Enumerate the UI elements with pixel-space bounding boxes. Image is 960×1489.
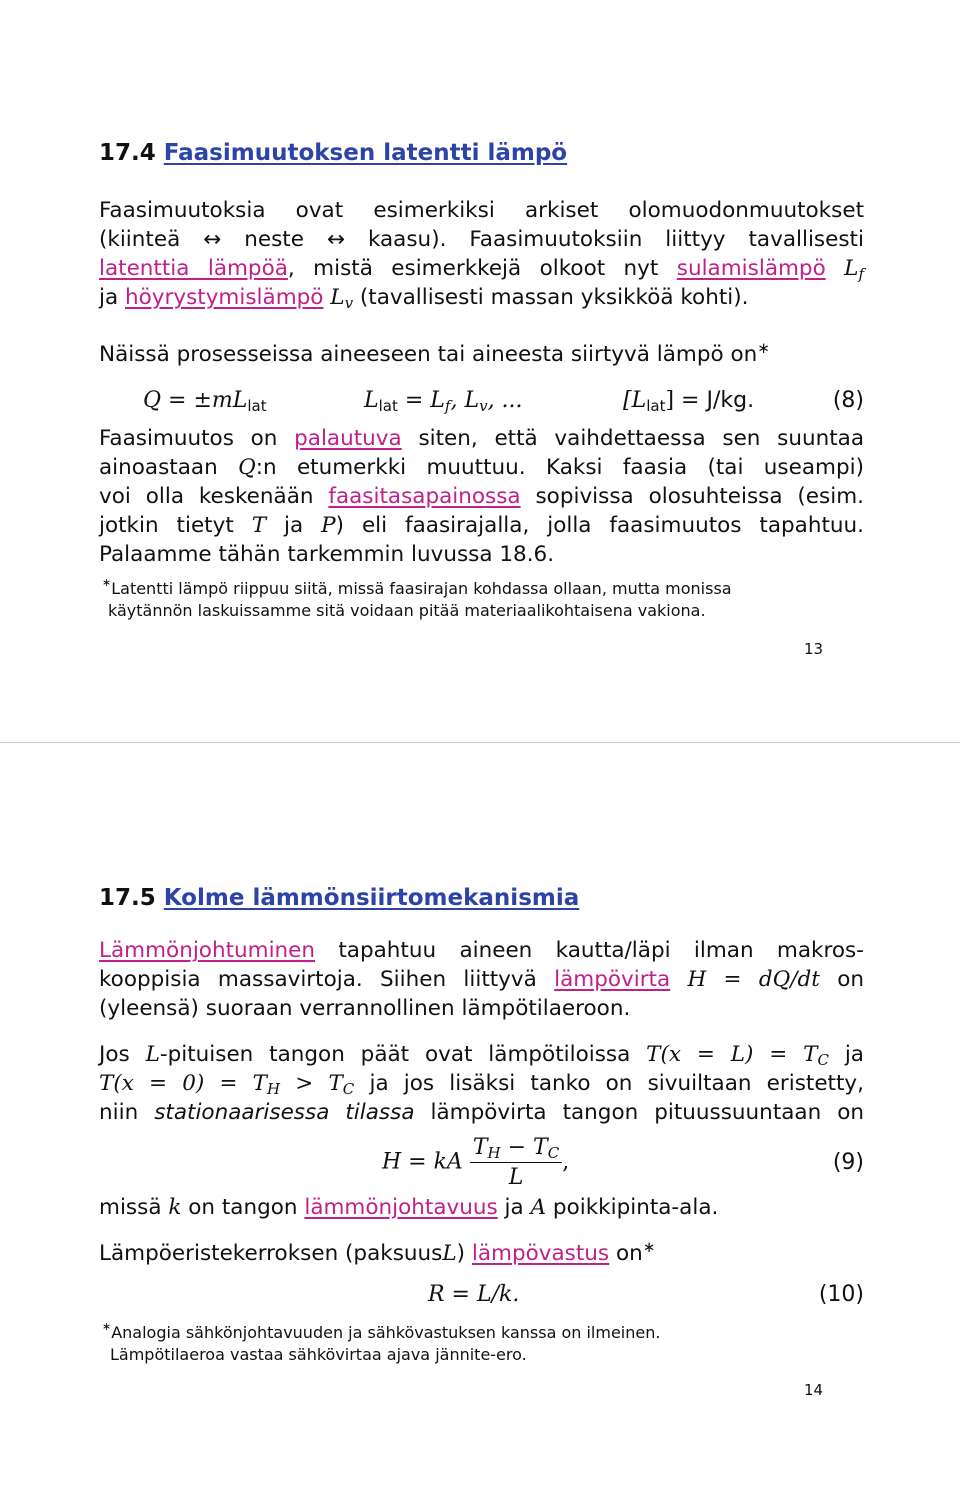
subscript-lat: lat xyxy=(378,397,398,415)
para3-line-4 xyxy=(99,511,864,540)
subscript-f: f xyxy=(444,397,451,415)
footnote-line-1 xyxy=(102,1322,872,1344)
footnote-marker: ∗ xyxy=(642,1238,656,1256)
footnote-line-2: Lämpötilaeroa vastaa sähkövirtaa ajava jännite-ero. xyxy=(110,1345,527,1364)
text: ] = xyxy=(665,388,707,413)
text: H = kA xyxy=(382,1149,463,1175)
heading-title: Kolme lämmönsiirtomekanismia xyxy=(163,885,580,911)
equation-number-8: (8) xyxy=(832,388,864,413)
heading-number: 17.5 xyxy=(99,885,156,911)
slide-separator xyxy=(0,742,960,743)
footnote-line-2: käytännön laskuissamme sitä voidaan pitää materiaalikohtaisena vakiona. xyxy=(108,601,706,620)
text: lämpövirta tangon pituussuuntaan on xyxy=(430,1100,865,1125)
term-phase-equilibrium[interactable]: faasitasapainossa xyxy=(328,484,521,509)
heading-title: Faasimuutoksen latentti lämpö xyxy=(163,140,568,166)
p1-line-2 xyxy=(99,965,864,994)
formula-heat-current: H = dQ/dt xyxy=(687,967,820,992)
text: on xyxy=(615,1241,643,1266)
p3-line-1 xyxy=(99,1193,864,1222)
footnote-13 xyxy=(102,578,872,622)
text: Faasimuutos on xyxy=(99,426,278,451)
eq10-formula: R = L/k. xyxy=(428,1282,520,1307)
para2-line xyxy=(99,340,864,369)
subscript-C: C xyxy=(342,1080,355,1098)
p2-line-3 xyxy=(99,1098,864,1127)
para3-line-2 xyxy=(99,453,864,482)
para3-line-5: Palaamme tähän tarkemmin luvussa 18.6. xyxy=(99,542,555,567)
intro-line-1: Faasimuutoksia ovat esimerkiksi arkiset olomuodonmuutokset xyxy=(99,198,864,223)
equation-8 xyxy=(99,388,864,420)
text: on tangon xyxy=(188,1195,298,1220)
footnote-marker: ∗ xyxy=(102,1320,112,1333)
text: tapahtuu aineen kautta/läpi ilman makros- xyxy=(338,938,864,963)
page-number: 13 xyxy=(804,640,824,658)
footnote-marker: ∗ xyxy=(102,576,112,589)
heading-number: 17.4 xyxy=(99,140,156,166)
subscript-H: H xyxy=(266,1080,281,1098)
p4-line-1 xyxy=(99,1239,864,1268)
text: − T xyxy=(507,1135,548,1160)
equation-9 xyxy=(99,1132,864,1192)
intro-paragraph xyxy=(99,196,864,312)
term-vaporization-heat[interactable]: höyrystymislämpö xyxy=(125,285,324,310)
text: T xyxy=(472,1135,488,1160)
text: ja jos lisäksi tanko on sivuiltaan eristetty, xyxy=(369,1071,864,1096)
term-heat-conduction[interactable]: Lämmönjohtuminen xyxy=(99,938,316,963)
subscript-C: C xyxy=(547,1144,560,1162)
text: Jos xyxy=(99,1042,130,1067)
equation-number-9: (9) xyxy=(832,1150,864,1175)
page-number: 14 xyxy=(804,1381,824,1399)
symbol-P: P xyxy=(321,513,336,538)
symbol-A: A xyxy=(530,1195,547,1220)
text: kaasu). Faasimuutoksiin liittyy tavallisesti xyxy=(367,227,864,252)
text: ja xyxy=(504,1195,524,1220)
paragraph-rod xyxy=(99,1040,864,1127)
symbol-L: L xyxy=(442,1241,457,1266)
text: jotkin tietyt xyxy=(99,513,234,538)
subscript-H: H xyxy=(487,1144,501,1162)
paragraph-conduction xyxy=(99,936,864,1023)
text: [L xyxy=(623,388,647,413)
eq8-term-3 xyxy=(623,388,754,413)
paragraph-resistance xyxy=(99,1239,864,1268)
eq8-term-2 xyxy=(364,388,523,413)
text: -pituisen tangon päät ovat lämpötiloissa xyxy=(159,1042,631,1067)
text: , L xyxy=(450,388,480,413)
para3-line-3 xyxy=(99,482,864,511)
text: Näissä prosesseissa aineeseen tai aineesta siirtyvä lämpö on xyxy=(99,342,758,367)
text: Latentti lämpö riippuu siitä, missä faasirajan kohdassa ollaan, mutta monissa xyxy=(111,579,732,598)
equation-number-10: (10) xyxy=(818,1282,864,1307)
subscript-v: v xyxy=(344,294,354,312)
text: ) xyxy=(456,1241,466,1266)
text: ja xyxy=(284,513,304,538)
text: = L xyxy=(404,388,445,413)
symbol-L: L xyxy=(330,285,345,310)
eq8-term-1 xyxy=(143,388,267,413)
fraction xyxy=(470,1135,562,1190)
p1-line-3: (yleensä) suoraan verrannollinen lämpötilaeroon. xyxy=(99,996,631,1021)
text: niin xyxy=(99,1100,139,1125)
symbol-T: T xyxy=(251,513,267,538)
formula-inequality: > T xyxy=(295,1071,343,1096)
formula-cold-end: T(x = L) = T xyxy=(646,1042,818,1067)
term-latent-heat[interactable]: latenttia lämpöä xyxy=(99,256,288,281)
slide-14 xyxy=(0,744,960,1489)
footnote-14 xyxy=(102,1322,872,1366)
text: on xyxy=(837,967,864,992)
double-arrow-icon: ↔ xyxy=(203,227,222,252)
text: :n etumerkki muuttuu. Kaksi faasia (tai useampi) xyxy=(255,455,864,480)
text: Lämpöeristekerroksen (paksuus xyxy=(99,1241,443,1266)
text: voi olla keskenään xyxy=(99,484,314,509)
term-melting-heat[interactable]: sulamislämpö xyxy=(676,256,826,281)
text: kooppisia massavirtoja. Siihen liittyvä xyxy=(99,967,537,992)
eq9-formula xyxy=(382,1135,569,1190)
slide-13 xyxy=(0,0,960,742)
formula-hot-end: T(x = 0) = T xyxy=(99,1071,267,1096)
term-thermal-conductivity[interactable]: lämmönjohtavuus xyxy=(304,1195,498,1220)
text: ja xyxy=(99,285,119,310)
text: , ... xyxy=(487,388,523,413)
subscript-lat: lat xyxy=(646,397,666,415)
subscript-v: v xyxy=(479,397,488,415)
section-heading-17-4 xyxy=(99,140,567,166)
subscript-f: f xyxy=(858,265,864,283)
equation-10 xyxy=(99,1282,864,1314)
term-thermal-resistance[interactable]: lämpövastus xyxy=(471,1241,610,1266)
para3-line-1 xyxy=(99,424,864,453)
text: sopivissa olosuhteissa (esim. xyxy=(535,484,864,509)
text: , xyxy=(562,1149,570,1175)
footnote-line-1 xyxy=(102,578,872,600)
term-reversible[interactable]: palautuva xyxy=(294,426,402,451)
text: (tavallisesti massan yksikköä kohti). xyxy=(359,285,749,310)
text: ja xyxy=(844,1042,864,1067)
footnote-marker: ∗ xyxy=(757,339,770,357)
fraction-numerator xyxy=(470,1135,562,1163)
text: siten, että vaihdettaessa sen suuntaa xyxy=(418,426,865,451)
text: Analogia sähkönjohtavuuden ja sähkövastuksen kanssa on ilmeinen. xyxy=(111,1323,661,1342)
symbol-L: L xyxy=(145,1042,160,1067)
p2-line-2 xyxy=(99,1069,864,1098)
text: poikkipinta-ala. xyxy=(552,1195,719,1220)
symbol-Q: Q xyxy=(238,455,256,480)
subscript-lat: lat xyxy=(247,397,267,415)
emphasis-stationary-state: stationaarisessa tilassa xyxy=(154,1100,415,1125)
unit: J/kg. xyxy=(706,388,755,413)
section-heading-17-5 xyxy=(99,885,579,911)
p2-line-1 xyxy=(99,1040,864,1069)
intro-line-3 xyxy=(99,254,864,283)
term-heat-current[interactable]: lämpövirta xyxy=(554,967,671,992)
paragraph-heat-transfer xyxy=(99,340,864,369)
double-arrow-icon: ↔ xyxy=(326,227,345,252)
text: (kiinteä xyxy=(99,227,181,252)
text: ainoastaan xyxy=(99,455,218,480)
text: L xyxy=(364,388,379,413)
paragraph-conductivity xyxy=(99,1193,864,1222)
intro-line-2 xyxy=(99,225,864,254)
subscript-C: C xyxy=(817,1051,829,1069)
text: , mistä esimerkkejä olkoot nyt xyxy=(287,256,659,281)
text: neste xyxy=(244,227,304,252)
symbol-k: k xyxy=(168,1195,182,1220)
text: missä xyxy=(99,1195,162,1220)
symbol-L: L xyxy=(844,256,859,281)
intro-line-4 xyxy=(99,283,864,312)
fraction-denominator: L xyxy=(508,1165,524,1190)
p1-line-1 xyxy=(99,936,864,965)
paragraph-reversibility xyxy=(99,424,864,569)
text: Q = ±mL xyxy=(143,388,248,413)
text: ) eli faasirajalla, jolla faasimuutos tapahtuu. xyxy=(335,513,864,538)
